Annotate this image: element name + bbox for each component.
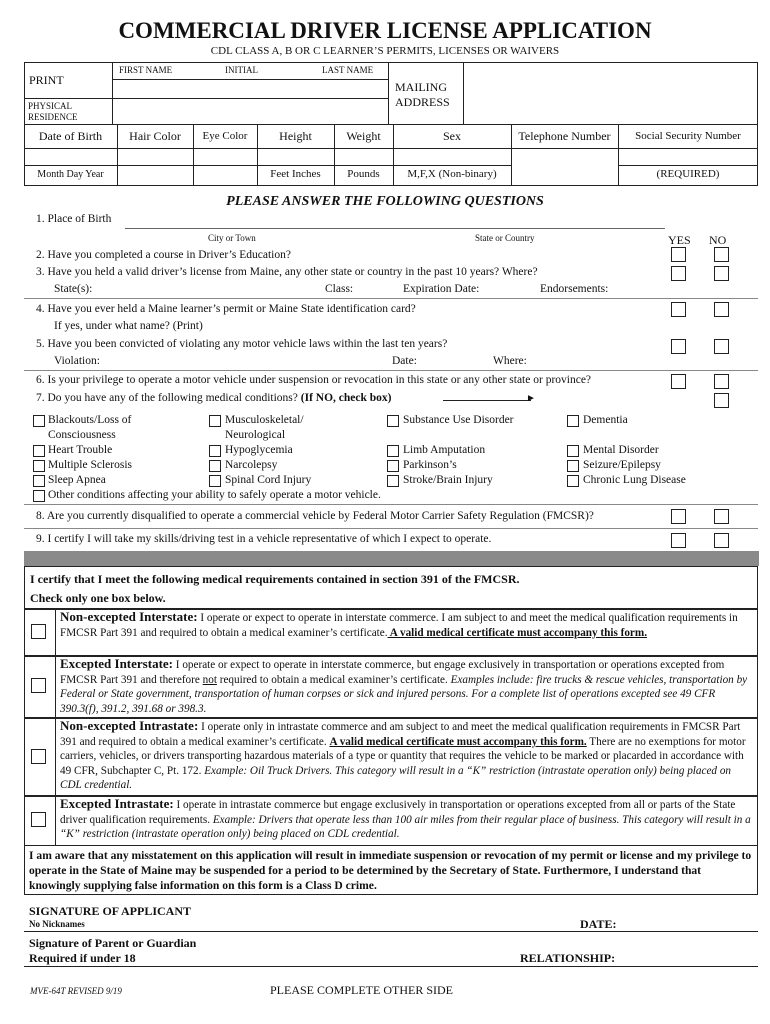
mailing-address-label: MAILING: [395, 80, 447, 94]
option-emphasis: A valid medical certificate must accompany this form.: [329, 735, 587, 748]
name-field[interactable]: [113, 80, 387, 97]
condition-narcolepsy-checkbox[interactable]: [209, 460, 221, 472]
non-excepted-intrastate-checkbox[interactable]: [31, 749, 46, 764]
condition-label: Sleep Apnea: [48, 474, 106, 486]
option-text: I operate or expect to operate in interstate commerce, but engage exclusively in transportation or operations excepted from FMCSR Part 391 and therefore: [60, 659, 725, 686]
q9-label: 9. I certify I will take my skills/driving test in a vehicle representative of which I expect to operate.: [36, 533, 492, 545]
physical-residence-label-2: RESIDENCE: [28, 112, 78, 122]
condition-amputation-checkbox[interactable]: [387, 445, 399, 457]
q3-class-label: Class:: [325, 283, 354, 295]
option-text: There are no exemptions for motor carriers, vehicles, or drivers transporting hazardous materials of a type or quantity that requires the vehicle to be marked or placarded in accordance with 49 CFR, Subchapter C, Pt. 172.: [60, 735, 746, 777]
medical-check-one: Check only one box below.: [30, 591, 166, 605]
q9-no-checkbox[interactable]: [714, 533, 729, 548]
option-title: Non-excepted Intrastate:: [60, 718, 199, 733]
q3-expiration-label: Expiration Date:: [403, 283, 480, 295]
condition-label: Chronic Lung Disease: [583, 474, 686, 486]
option-emphasis: A valid medical certificate must accompany this form.: [387, 626, 648, 639]
q1-city-label: City or Town: [208, 233, 256, 243]
condition-label: Dementia: [583, 414, 628, 426]
q3-yes-checkbox[interactable]: [671, 266, 686, 281]
excepted-interstate-option: [60, 657, 754, 716]
q5-where-label: Where:: [493, 355, 527, 367]
condition-label: Stroke/Brain Injury: [403, 474, 493, 486]
condition-label: Musculoskeletal/: [225, 414, 304, 426]
q4-yes-checkbox[interactable]: [671, 302, 686, 317]
date-label: DATE:: [580, 917, 617, 931]
q8-yes-checkbox[interactable]: [671, 509, 686, 524]
q7-no-checkbox[interactable]: [714, 393, 729, 408]
condition-label: Limb Amputation: [403, 444, 486, 456]
initial-label: INITIAL: [225, 65, 258, 75]
no-header: NO: [709, 233, 727, 247]
q8-label: 8. Are you currently disqualified to operate a commercial vehicle by Federal Motor Carrier Safety Regulation (FMCSR)?: [36, 510, 594, 522]
q6-no-checkbox[interactable]: [714, 374, 729, 389]
option-underline: not: [202, 673, 217, 686]
arrow-right-icon: ►: [526, 393, 536, 404]
no-nicknames-label: No Nicknames: [29, 919, 85, 929]
complete-other-side-note: PLEASE COMPLETE OTHER SIDE: [270, 983, 453, 997]
yes-header: YES: [668, 233, 691, 247]
physical-residence-field[interactable]: [113, 99, 387, 123]
q6-yes-checkbox[interactable]: [671, 374, 686, 389]
weight-header: Weight: [346, 129, 381, 143]
q3-endorsements-label: Endorsements:: [540, 283, 609, 295]
form-id: MVE-64T REVISED 9/19: [30, 986, 122, 996]
q5-yes-checkbox[interactable]: [671, 339, 686, 354]
excepted-intrastate-checkbox[interactable]: [31, 812, 46, 827]
condition-dementia-checkbox[interactable]: [567, 415, 579, 427]
option-italic: Example: Drivers that operate less than 100 air miles from their regular place of business. This category will result in a “K” restriction (intrastate operation only) being placed on CDL credential.: [60, 813, 751, 841]
q4-name-label: If yes, under what name? (Print): [54, 320, 203, 332]
option-title: Non-excepted Interstate:: [60, 609, 198, 624]
condition-label: Hypoglycemia: [225, 444, 293, 456]
date-field[interactable]: [626, 912, 756, 930]
height-header: Height: [279, 129, 312, 143]
relationship-label: RELATIONSHIP:: [520, 951, 616, 965]
applicant-signature-field[interactable]: [210, 910, 570, 930]
mailing-address-label-2: ADDRESS: [395, 95, 450, 109]
print-label: PRINT: [29, 73, 64, 87]
condition-other-label: Other conditions affecting your ability to safely operate a motor vehicle.: [48, 489, 381, 501]
q3-label: 3. Have you held a valid driver’s license from Maine, any other state or country in the past 10 years? Where?: [36, 266, 538, 278]
q5-no-checkbox[interactable]: [714, 339, 729, 354]
q4-no-checkbox[interactable]: [714, 302, 729, 317]
section-divider: [24, 551, 759, 566]
excepted-intrastate-option: [60, 797, 754, 842]
non-excepted-interstate-option: [60, 610, 754, 640]
misstatement-warning: I am aware that any misstatement on this application will result in immediate suspension or revocation of my permit or license and my privilege to operate in the State of Maine may be suspended for a period to be determined by the Secretary of State. Furthermore, I understand that knowingly supplying false information on this form is a Class D crime.: [29, 849, 752, 892]
q1-state-label: State or Country: [475, 233, 535, 243]
option-text: I operate in intrastate commerce but engage exclusively in transportation or operations excepted from all or parts of the State driver qualification requirements.: [60, 799, 736, 826]
condition-label: Spinal Cord Injury: [225, 474, 312, 486]
option-italic: Example: Oil Truck Drivers. This category will result in a “K” restriction (intrastate operation only) being placed on CDL credential.: [60, 764, 732, 792]
q3-no-checkbox[interactable]: [714, 266, 729, 281]
condition-label: Mental Disorder: [583, 444, 659, 456]
q4-label: 4. Have you ever held a Maine learner’s permit or Maine State identification card?: [36, 303, 416, 315]
under-18-label: Required if under 18: [29, 951, 136, 965]
condition-heart-checkbox[interactable]: [33, 445, 45, 457]
condition-label: Neurological: [225, 429, 286, 441]
height-hint: Feet Inches: [270, 168, 321, 180]
sex-header: Sex: [443, 129, 461, 143]
telephone-header: Telephone Number: [518, 129, 611, 143]
condition-label: Narcolepsy: [225, 459, 278, 471]
condition-musculoskeletal-checkbox[interactable]: [209, 415, 221, 427]
condition-substance-checkbox[interactable]: [387, 415, 399, 427]
condition-label: Heart Trouble: [48, 444, 113, 456]
questions-heading: PLEASE ANSWER THE FOLLOWING QUESTIONS: [226, 194, 544, 209]
q7-label: [36, 392, 391, 404]
q2-yes-checkbox[interactable]: [671, 247, 686, 262]
option-text: I operate or expect to operate in interstate commerce. I am subject to and meet the medical qualification requirements in FMCSR Part 391 and required to obtain a medical examiner’s certificate.: [60, 612, 738, 639]
option-title: Excepted Intrastate:: [60, 796, 174, 811]
condition-ms-checkbox[interactable]: [33, 460, 45, 472]
q9-yes-checkbox[interactable]: [671, 533, 686, 548]
condition-other-checkbox[interactable]: [33, 490, 45, 502]
option-italic: Examples include: fire trucks & rescue vehicles, transportation by Federal or State government, transportation of human corpses or sick and injured persons. For a complete list of operations excepted see 49 CFR 390.3(f), 391.2, 391.68 or 398.3.: [60, 673, 748, 715]
option-text: I operate only in intrastate commerce and am subject to and meet the medical qualification requirements in FMCSR Part 391 and required to obtain a medical examiner’s certificate.: [60, 721, 741, 748]
condition-stroke-checkbox[interactable]: [387, 475, 399, 487]
condition-label: Consciousness: [48, 429, 116, 441]
condition-label: Parkinson’s: [403, 459, 457, 471]
eye-color-header: Eye Color: [202, 130, 248, 142]
medical-intro: I certify that I meet the following medical requirements contained in section 391 of the FMCSR.: [30, 572, 520, 586]
non-excepted-interstate-checkbox[interactable]: [31, 624, 46, 639]
condition-label: Blackouts/Loss of: [48, 414, 132, 426]
page-subtitle: CDL CLASS A, B OR C LEARNER’S PERMITS, LICENSES OR WAIVERS: [210, 45, 560, 57]
parent-signature-field[interactable]: [210, 945, 510, 965]
physical-residence-label: PHYSICAL: [28, 101, 73, 111]
q7-text: 7. Do you have any of the following medical conditions?: [36, 392, 298, 404]
relationship-field[interactable]: [626, 947, 756, 965]
ssn-hint: (REQUIRED): [656, 168, 720, 180]
mailing-address-field[interactable]: [464, 63, 757, 123]
last-name-label: LAST NAME: [322, 65, 374, 75]
q1-label: 1. Place of Birth: [36, 213, 112, 225]
condition-lung-checkbox[interactable]: [567, 475, 579, 487]
q2-no-checkbox[interactable]: [714, 247, 729, 262]
condition-label: Seizure/Epilepsy: [583, 459, 661, 471]
q6-label: 6. Is your privilege to operate a motor vehicle under suspension or revocation in this state or any other state or province?: [36, 374, 592, 386]
condition-parkinsons-checkbox[interactable]: [387, 460, 399, 472]
page-title: COMMERCIAL DRIVER LICENSE APPLICATION: [118, 18, 652, 43]
q8-no-checkbox[interactable]: [714, 509, 729, 524]
hair-color-header: Hair Color: [129, 129, 181, 143]
option-title: Excepted Interstate:: [60, 656, 173, 671]
q7-bold-text: (If NO, check box): [300, 392, 392, 404]
dob-hint: Month Day Year: [37, 169, 104, 180]
q5-violation-label: Violation:: [54, 355, 100, 367]
dob-header: Date of Birth: [38, 129, 103, 143]
first-name-label: FIRST NAME: [119, 65, 173, 75]
q3-states-label: State(s):: [54, 283, 93, 295]
parent-signature-label: Signature of Parent or Guardian: [29, 936, 197, 950]
applicant-signature-label: SIGNATURE OF APPLICANT: [29, 904, 192, 918]
ssn-header: Social Security Number: [635, 130, 741, 142]
condition-mental-checkbox[interactable]: [567, 445, 579, 457]
condition-apnea-checkbox[interactable]: [33, 475, 45, 487]
condition-label: Substance Use Disorder: [403, 414, 514, 426]
q2-label: 2. Have you completed a course in Driver’s Education?: [36, 249, 291, 261]
non-excepted-intrastate-option: [60, 719, 754, 793]
condition-label: Multiple Sclerosis: [48, 459, 133, 471]
option-text: required to obtain a medical examiner’s certificate.: [216, 673, 451, 686]
condition-hypoglycemia-checkbox[interactable]: [209, 445, 221, 457]
condition-spinal-checkbox[interactable]: [209, 475, 221, 487]
condition-seizure-checkbox[interactable]: [567, 460, 579, 472]
q5-date-label: Date:: [392, 355, 417, 367]
sex-hint: M,F,X (Non-binary): [407, 168, 497, 180]
weight-hint: Pounds: [347, 168, 380, 180]
condition-blackouts-checkbox[interactable]: [33, 415, 45, 427]
excepted-interstate-checkbox[interactable]: [31, 678, 46, 693]
q5-label: 5. Have you been convicted of violating any motor vehicle laws within the last ten years?: [36, 338, 448, 350]
